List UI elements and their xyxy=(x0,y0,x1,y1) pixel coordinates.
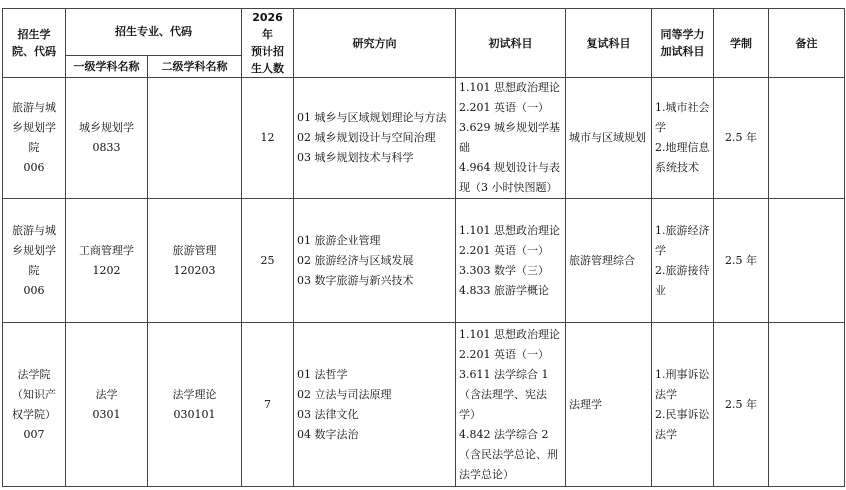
enrollment-cell: 7 xyxy=(242,323,294,487)
table-row xyxy=(3,78,845,199)
second-level-cell: 旅游管理 120203 xyxy=(148,199,242,323)
admissions-table xyxy=(2,8,845,487)
extra-cell: 1.旅游经济学 2.旅游接待业 xyxy=(652,199,714,323)
notes-cell xyxy=(769,199,845,323)
first-level-cell: 法学 0301 xyxy=(66,323,148,487)
direction-cell: 01 旅游企业管理 02 旅游经济与区域发展 03 数字旅游与新兴技术 xyxy=(294,199,456,323)
notes-cell xyxy=(769,78,845,199)
duration-cell: 2.5 年 xyxy=(714,323,769,487)
retest-cell: 城市与区域规划 xyxy=(566,78,652,199)
header-first-level: 一级学科名称 xyxy=(66,55,148,77)
header-direction: 研究方向 xyxy=(294,9,456,78)
notes-cell xyxy=(769,323,845,487)
second-level-cell: 法学理论 030101 xyxy=(148,323,242,487)
table-row xyxy=(3,199,845,323)
enrollment-cell: 12 xyxy=(242,78,294,199)
initial-exam-cell: 1.101 思想政治理论 2.201 英语（一） 3.303 数学（三） 4.833 旅游学概论 xyxy=(456,199,566,323)
direction-cell: 01 城乡与区域规划理论与方法 02 城乡规划设计与空间治理 03 城乡规划技术与科学 xyxy=(294,78,456,199)
retest-cell: 旅游管理综合 xyxy=(566,199,652,323)
first-level-cell: 工商管理学 1202 xyxy=(66,199,148,323)
header-initial-exam: 初试科目 xyxy=(456,9,566,78)
duration-cell: 2.5 年 xyxy=(714,199,769,323)
header-college: 招生学 院、代码 xyxy=(3,9,66,78)
retest-cell: 法理学 xyxy=(566,323,652,487)
table-row xyxy=(3,323,845,487)
header-retest: 复试科目 xyxy=(566,9,652,78)
header-duration: 学制 xyxy=(714,9,769,78)
header-enrollment: 2026 年 预计招 生人数 xyxy=(242,9,294,78)
duration-cell: 2.5 年 xyxy=(714,78,769,199)
first-level-cell: 城乡规划学 0833 xyxy=(66,78,148,199)
extra-cell: 1.城市社会学 2.地理信息系统技术 xyxy=(652,78,714,199)
college-cell: 旅游与城 乡规划学 院 006 xyxy=(3,78,66,199)
header-notes: 备注 xyxy=(769,9,845,78)
college-cell: 法学院 （知识产 权学院） 007 xyxy=(3,323,66,487)
initial-exam-cell: 1.101 思想政治理论 2.201 英语（一） 3.629 城乡规划学基础 4.964 规划设计与表现（3 小时快图题） xyxy=(456,78,566,199)
header-second-level: 二级学科名称 xyxy=(148,55,242,77)
direction-cell: 01 法哲学 02 立法与司法原理 03 法律文化 04 数字法治 xyxy=(294,323,456,487)
second-level-cell xyxy=(148,78,242,199)
extra-cell: 1.刑事诉讼法学 2.民事诉讼法学 xyxy=(652,323,714,487)
initial-exam-cell: 1.101 思想政治理论 2.201 英语（一） 3.611 法学综合 1（含法理学、宪法学） 4.842 法学综合 2（含民法学总论、刑法学总论） xyxy=(456,323,566,487)
enrollment-cell: 25 xyxy=(242,199,294,323)
college-cell: 旅游与城 乡规划学 院 006 xyxy=(3,199,66,323)
header-extra: 同等学力 加试科目 xyxy=(652,9,714,78)
header-major-group: 招生专业、代码 xyxy=(66,9,242,56)
